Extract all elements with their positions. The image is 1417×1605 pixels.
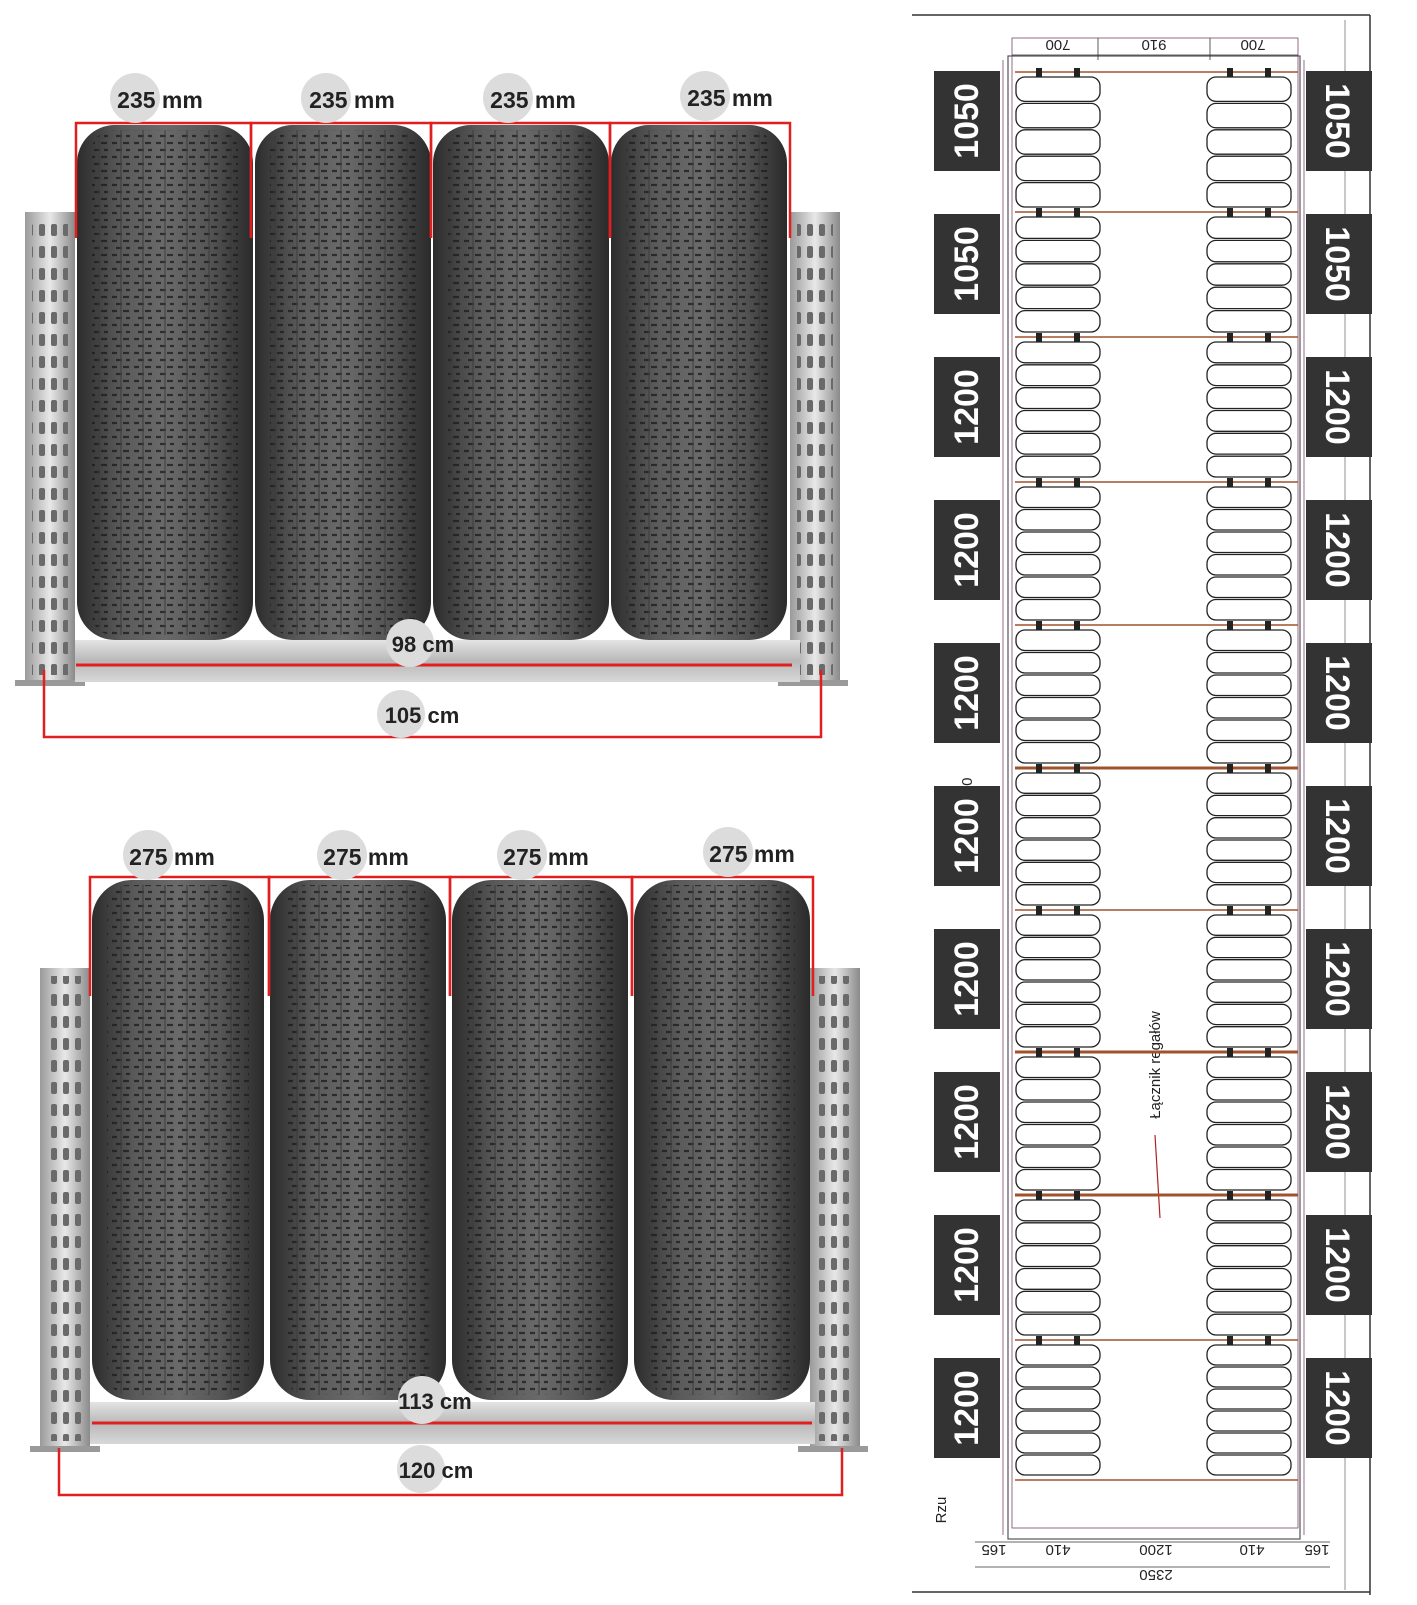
plan-tire [1207,1057,1291,1078]
plan-tire [1207,1200,1291,1221]
plan-tire [1207,1269,1291,1290]
plan-left-label: 1050 [948,226,986,302]
plan-tire [1016,1291,1100,1312]
plan-tire [1016,1269,1100,1290]
rack-1-tire-4-width-label: 235 mm [687,85,773,111]
plan-tire [1207,264,1291,285]
plan-tire [1207,795,1291,815]
plan-tire [1016,217,1100,238]
plan-tire [1016,433,1100,454]
plan-tire [1207,433,1291,454]
plan-rack-sections [934,68,1372,1480]
plan-tire [1207,1246,1291,1267]
plan-tire [1016,1080,1100,1101]
plan-tire [1207,937,1291,957]
plan-upright [1227,621,1233,630]
rack-1-tire-3-tread [448,130,594,635]
plan-tire [1207,1345,1291,1365]
plan-tire [1207,183,1291,207]
plan-upright [1036,208,1042,217]
rack-1-left-post-holes [32,220,68,675]
plan-tire [1016,937,1100,957]
rack-1-tire-1-width-label: 235 mm [117,87,203,113]
plan-right-label: 1200 [1318,1227,1356,1303]
plan-upright [1227,68,1233,77]
plan-tire [1207,156,1291,180]
plan-upright [1227,208,1233,217]
plan-connector-label: Łącznik regałów [1147,1011,1164,1119]
plan-upright [1265,208,1271,217]
plan-bottom-dim-2: 410 [1045,1541,1071,1558]
plan-tire [1016,885,1100,905]
plan-tire [1207,577,1291,598]
plan-upright [1036,1336,1042,1345]
plan-upright [1227,1336,1233,1345]
plan-right-label: 1200 [1318,798,1356,874]
rack-2-tire-4-tread [649,885,795,1395]
plan-tire [1016,77,1100,101]
plan-tire [1016,862,1100,882]
plan-tire [1016,630,1100,651]
plan-upright [1074,906,1080,915]
plan-tire [1016,577,1100,598]
plan-tire [1207,773,1291,793]
plan-tire [1016,156,1100,180]
plan-tire [1016,698,1100,719]
plan-top-dim-1: 700 [1045,36,1071,53]
plan-tire [1207,818,1291,838]
plan-tire [1207,555,1291,576]
plan-left-label: 1200 [948,941,986,1017]
plan-tire [1207,1291,1291,1312]
plan-bottom-dim-1: 165 [981,1541,1007,1558]
plan-tire [1016,183,1100,207]
plan-bottom-dim-5: 165 [1304,1541,1330,1558]
plan-left-label: 1200 [948,1370,986,1446]
plan-tire [1016,915,1100,935]
plan-upright [1036,906,1042,915]
plan-upright [1265,764,1271,773]
rack-2-tire-2-tread [285,885,431,1395]
plan-left-label: 1050 [948,83,986,159]
plan-tire [1207,532,1291,553]
plan-tire [1207,240,1291,261]
plan-tire [1016,130,1100,154]
plan-upright [1074,68,1080,77]
floor-plan [912,15,1372,1595]
plan-tire [1016,1027,1100,1047]
plan-tire [1016,510,1100,531]
plan-tire [1207,456,1291,477]
plan-tire [1207,130,1291,154]
plan-tire [1016,411,1100,432]
plan-tire [1207,1314,1291,1335]
plan-upright [1265,621,1271,630]
plan-tire [1207,743,1291,764]
plan-tire [1207,1389,1291,1409]
plan-tire [1207,1455,1291,1475]
plan-tire [1016,720,1100,741]
plan-tire [1016,240,1100,261]
plan-tire [1016,840,1100,860]
plan-tire [1207,675,1291,696]
plan-tire [1207,600,1291,621]
plan-upright [1036,1191,1042,1200]
plan-bottom-dim-4: 410 [1239,1541,1265,1558]
plan-total-width: 2350 [1139,1566,1173,1583]
plan-tire [1207,885,1291,905]
plan-tire [1016,1389,1100,1409]
plan-tire [1016,1170,1100,1191]
plan-upright [1265,478,1271,487]
plan-tire [1207,487,1291,508]
plan-left-label: 1200 [948,655,986,731]
plan-tire [1016,1125,1100,1146]
plan-upright [1227,764,1233,773]
plan-upright [1227,478,1233,487]
plan-tire [1016,675,1100,696]
plan-upright [1227,333,1233,342]
rack-2-tire-4-width-label: 275 mm [709,841,795,867]
rack-2-tire-3-tread [467,885,613,1395]
plan-tire [1207,103,1291,127]
plan-tire [1016,1147,1100,1168]
plan-tire [1207,287,1291,308]
plan-tire [1016,456,1100,477]
plan-left-label: 1200 [948,512,986,588]
plan-tire [1207,960,1291,980]
rack-1-tire-4-tread [626,130,772,635]
rack-1 [15,71,848,738]
plan-tire [1016,960,1100,980]
plan-right-label: 1200 [1318,1370,1356,1446]
plan-tire [1016,600,1100,621]
plan-tire [1207,653,1291,674]
plan-tire [1207,510,1291,531]
rack-2-left-foot [30,1446,100,1452]
plan-tire [1207,1147,1291,1168]
rack-2-left-post-holes [47,976,83,1441]
plan-tire [1016,818,1100,838]
plan-tire [1207,1102,1291,1123]
plan-tire [1207,630,1291,651]
plan-tire [1016,982,1100,1002]
plan-upright [1036,333,1042,342]
plan-left-label: 1200 [948,1084,986,1160]
rack-2-tire-2-width-label: 275 mm [323,844,409,870]
rack-1-tire-2-tread [270,130,416,635]
plan-tire [1207,1223,1291,1244]
plan-upright [1227,1191,1233,1200]
plan-tire [1207,217,1291,238]
plan-tire [1016,1345,1100,1365]
plan-tire [1207,1004,1291,1024]
rack-1-inner-width-label: 98 cm [391,632,455,657]
rack-1-right-post-holes [797,220,833,675]
plan-right-label: 1050 [1318,83,1356,159]
plan-tire [1207,1080,1291,1101]
plan-tire [1016,103,1100,127]
plan-upright [1074,1336,1080,1345]
plan-top-dim-3: 700 [1240,36,1266,53]
plan-upright [1265,906,1271,915]
plan-left-label: 1200 [948,1227,986,1303]
plan-tire [1016,1367,1100,1387]
plan-right-label: 1200 [1318,941,1356,1017]
plan-tire [1016,1411,1100,1431]
plan-upright [1036,764,1042,773]
plan-tire [1207,311,1291,332]
plan-tire [1207,862,1291,882]
plan-tire [1207,1170,1291,1191]
plan-right-label: 1200 [1318,655,1356,731]
plan-upright [1227,1048,1233,1057]
plan-tire [1016,1223,1100,1244]
plan-tire [1016,365,1100,386]
plan-upright [1036,621,1042,630]
plan-upright [1074,1048,1080,1057]
plan-tire [1016,287,1100,308]
plan-upright [1074,764,1080,773]
plan-tire [1207,388,1291,409]
plan-upright [1265,333,1271,342]
rack-1-outer-width-label: 105 cm [384,703,460,728]
plan-tire [1207,982,1291,1002]
plan-tire [1207,411,1291,432]
plan-connector-arrow [1155,1135,1160,1218]
plan-upright [1036,478,1042,487]
plan-tire [1207,1433,1291,1453]
plan-tire [1207,365,1291,386]
plan-tire [1016,1200,1100,1221]
plan-tire [1016,487,1100,508]
plan-upright [1265,1191,1271,1200]
plan-tire [1016,532,1100,553]
plan-tire [1016,388,1100,409]
plan-tire [1016,555,1100,576]
plan-upright [1227,906,1233,915]
rack-2-inner-width-label: 113 cm [398,1389,472,1414]
plan-tire [1016,1455,1100,1475]
plan-tire [1016,1246,1100,1267]
rack-1-tire-1-tread [92,130,238,635]
plan-tire [1016,653,1100,674]
plan-right-label: 1200 [1318,369,1356,445]
plan-upright [1074,478,1080,487]
plan-right-label: 1050 [1318,226,1356,302]
rack-2-outer-width-label: 120 cm [398,1458,474,1483]
plan-tire [1207,720,1291,741]
plan-upright [1074,333,1080,342]
plan-tire [1016,264,1100,285]
plan-tire [1016,773,1100,793]
plan-tire [1207,1027,1291,1047]
plan-right-label: 1200 [1318,512,1356,588]
plan-tire [1207,915,1291,935]
plan-tire [1207,698,1291,719]
plan-upright [1036,68,1042,77]
plan-left-label: 1200 [948,369,986,445]
plan-upright [1265,1336,1271,1345]
plan-right-label: 1200 [1318,1084,1356,1160]
plan-tire [1016,1057,1100,1078]
plan-left-label: 1200 [948,798,986,874]
plan-tire [1016,743,1100,764]
rack-2-tire-1-width-label: 275 mm [129,844,215,870]
plan-tire [1207,840,1291,860]
plan-tire [1016,311,1100,332]
plan-tire [1016,1102,1100,1123]
plan-upright [1074,621,1080,630]
plan-upright [1074,208,1080,217]
rack-1-tire-3-width-label: 235 mm [490,87,576,113]
plan-tire [1016,1004,1100,1024]
plan-tire [1016,795,1100,815]
plan-tire [1207,1367,1291,1387]
plan-tire [1207,342,1291,363]
plan-tire [1016,1314,1100,1335]
plan-tire [1207,77,1291,101]
plan-tire [1207,1411,1291,1431]
plan-corner-text: Rzu [933,1496,950,1524]
plan-upright [1036,1048,1042,1057]
rack-2-right-post-holes [817,976,853,1441]
plan-upright [1074,1191,1080,1200]
plan-top-dim-2: 910 [1141,36,1167,53]
rack-1-left-foot [15,680,85,686]
plan-tire [1207,1125,1291,1146]
plan-tire [1016,1433,1100,1453]
rack-2-tire-1-tread [107,885,249,1395]
plan-upright [1265,1048,1271,1057]
rack-1-tire-2-width-label: 235 mm [309,87,395,113]
rack-2-tire-3-width-label: 275 mm [503,844,589,870]
plan-tire [1016,342,1100,363]
rack-2 [30,827,868,1495]
plan-bottom-dim-3: 1200 [1139,1541,1173,1558]
rack-2-right-foot [798,1446,868,1452]
plan-upright [1265,68,1271,77]
